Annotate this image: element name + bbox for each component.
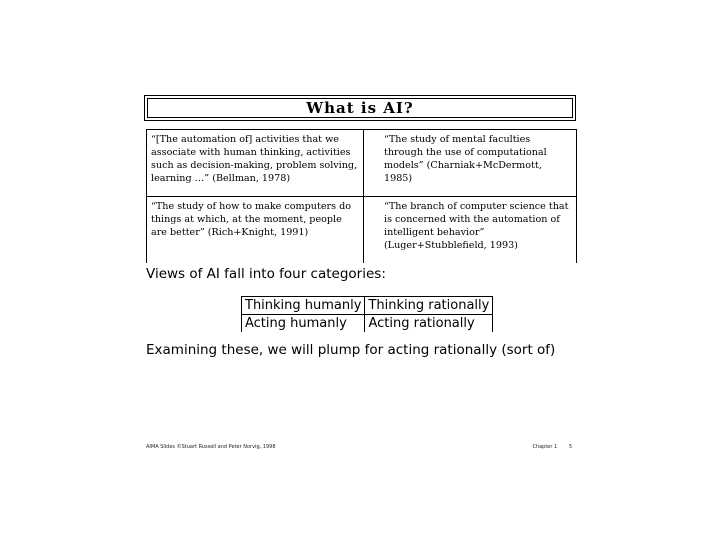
categories-row: [242, 315, 493, 333]
footer-copyright: AIMA Slides ©Stuart Russell and Peter Norvig, 1998: [146, 444, 276, 450]
definition-cell: “The study of mental faculties through the use of computational models” (Charniak+McDermott, 1985): [364, 130, 577, 197]
footer-page-number: 5: [568, 444, 572, 450]
category-cell: Acting humanly: [242, 315, 365, 333]
slide-title: What is AI?: [147, 98, 573, 118]
definition-cell: “[The automation of] activities that we associate with human thinking, activities such as decision-making, problem solving, learning …” (Bellman, 1978): [147, 130, 364, 197]
definitions-row: [147, 130, 577, 197]
category-cell: Thinking humanly: [242, 297, 365, 315]
footer-page-info: [522, 444, 572, 450]
definitions-row: [147, 197, 577, 264]
definitions-table: [146, 129, 577, 263]
footer-chapter: Chapter 1: [532, 444, 558, 450]
categories-table: [241, 296, 493, 332]
views-text: Views of AI fall into four categories:: [146, 266, 386, 282]
category-cell: Acting rationally: [365, 315, 493, 333]
definition-cell: “The branch of computer science that is concerned with the automation of intelligent behavior” (Luger+Stubblefield, 1993): [364, 197, 577, 264]
category-cell: Thinking rationally: [365, 297, 493, 315]
definition-cell: “The study of how to make computers do things at which, at the moment, people are better” (Rich+Knight, 1991): [147, 197, 364, 264]
conclusion-text: Examining these, we will plump for acting rationally (sort of): [146, 342, 556, 358]
categories-row: [242, 297, 493, 315]
